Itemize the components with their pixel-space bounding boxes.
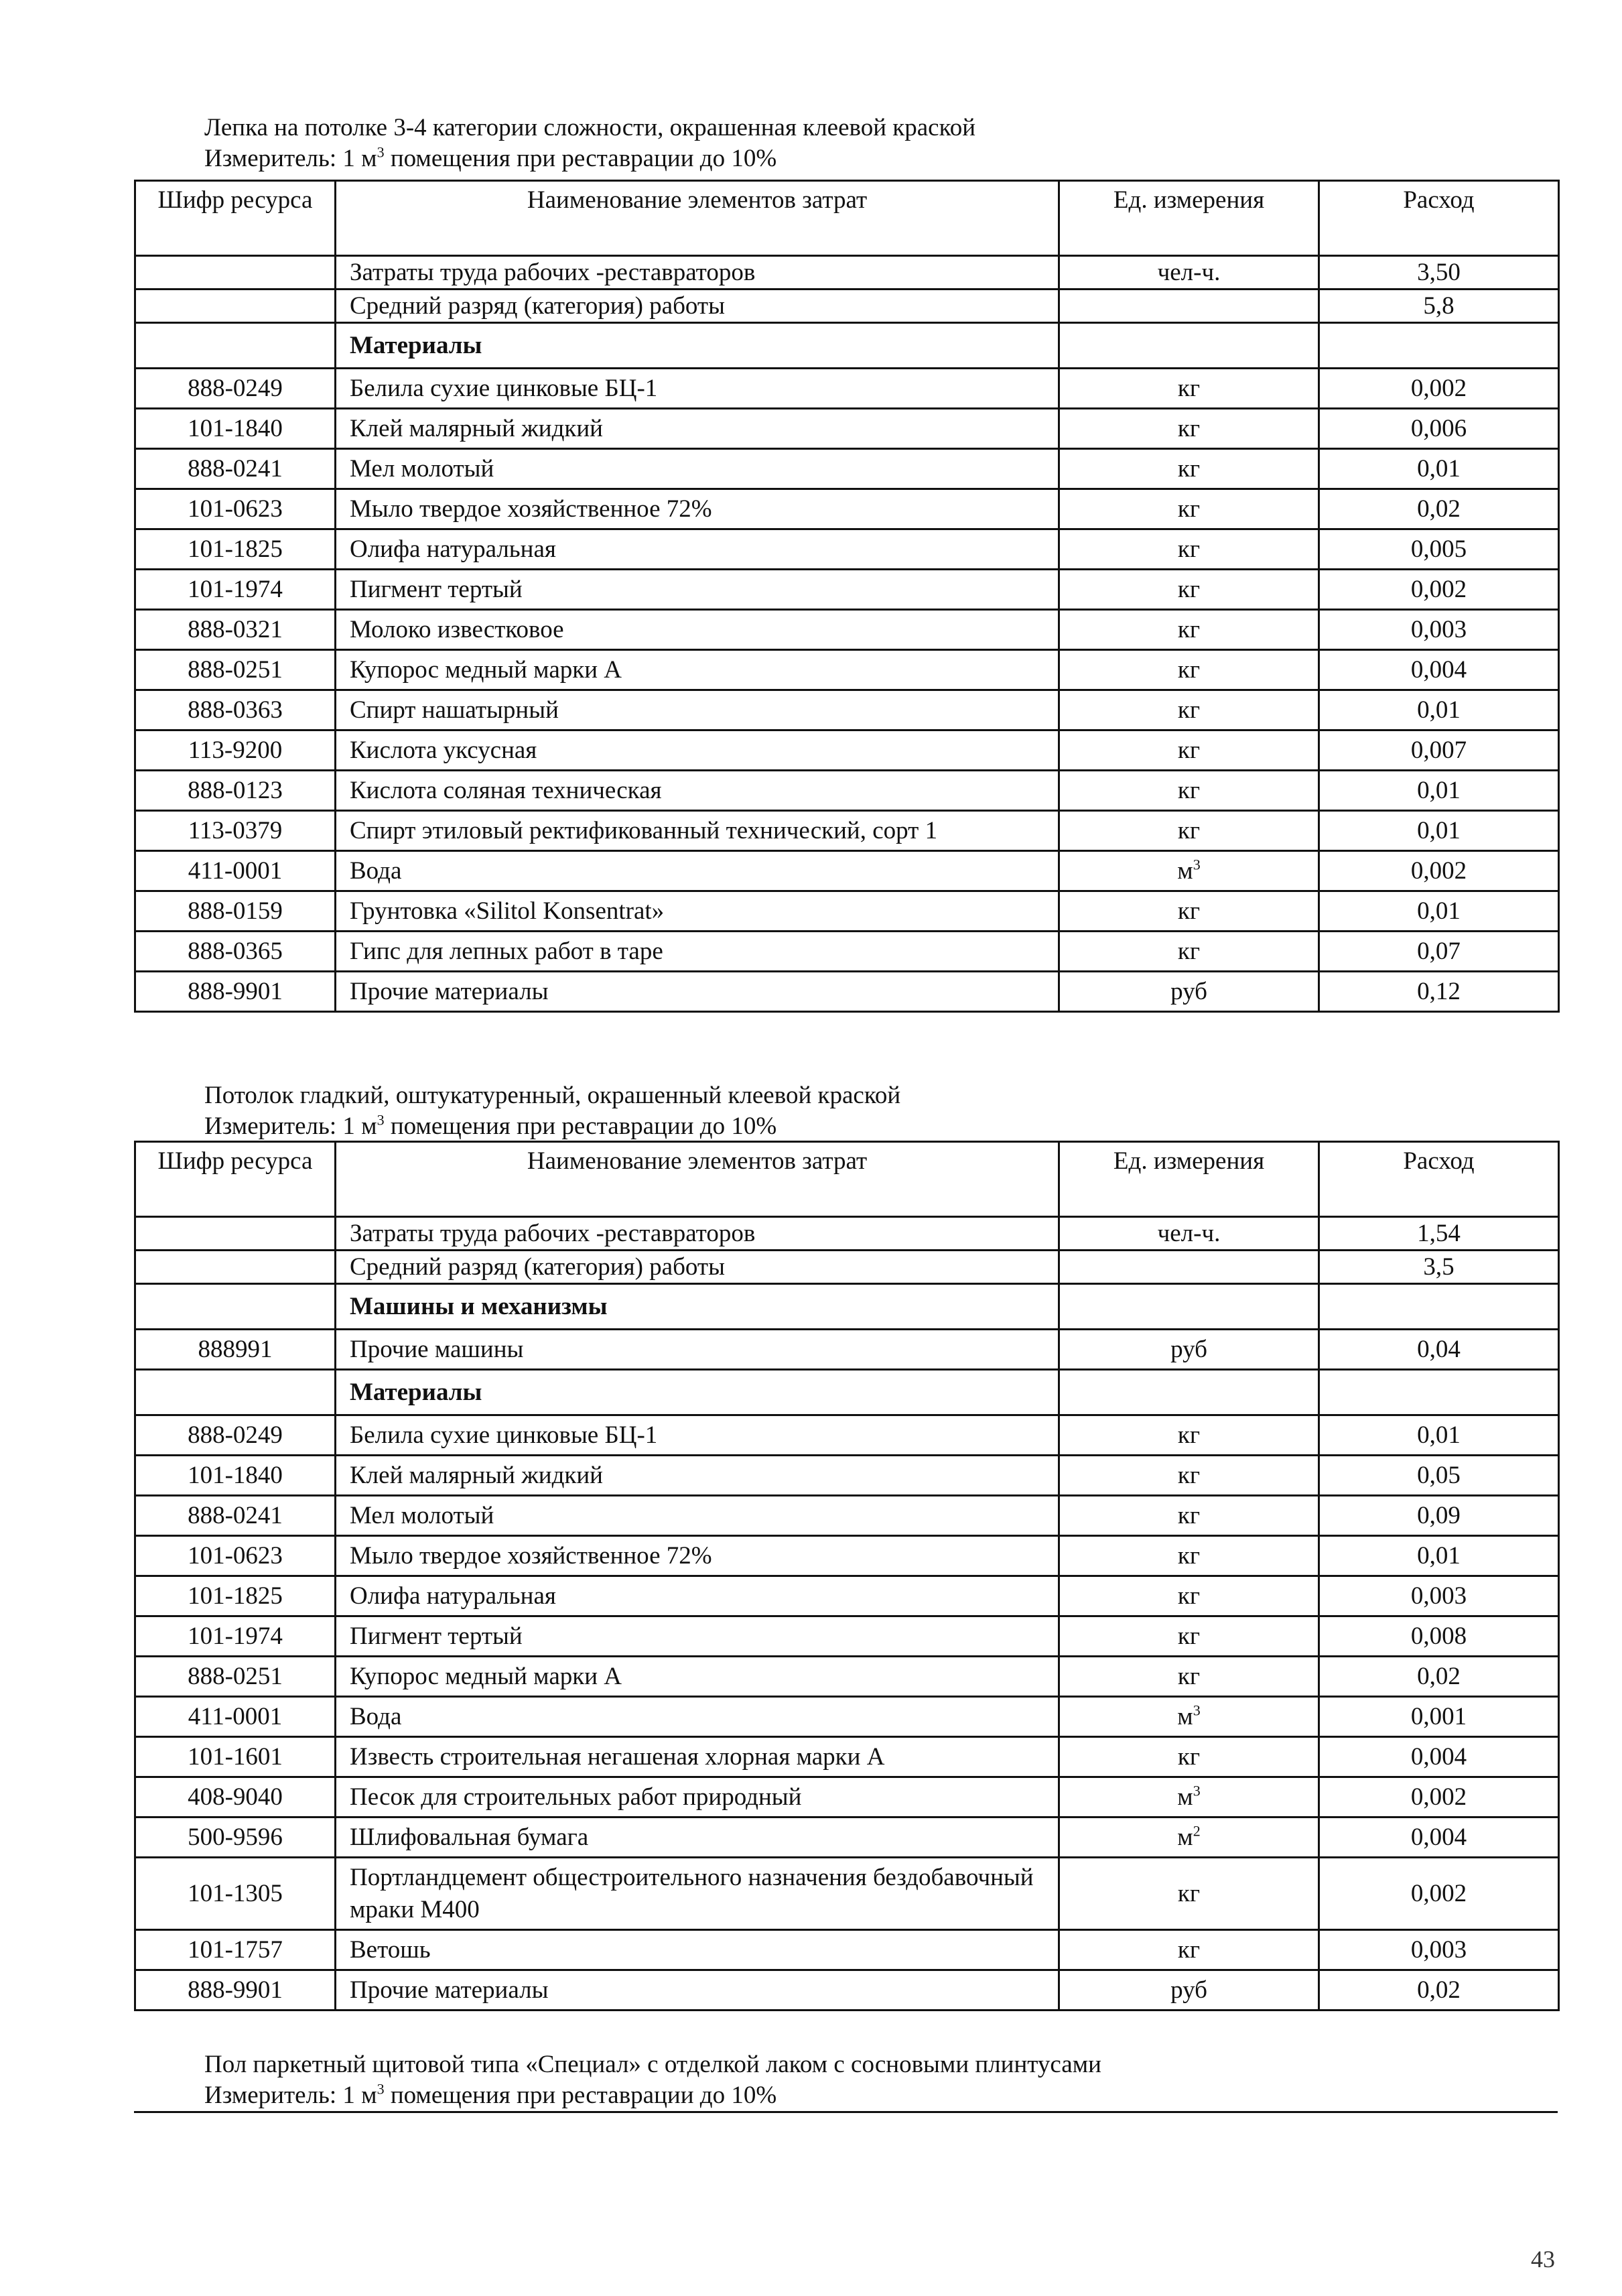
table-row: [135, 1858, 1559, 1930]
consumption-value: 0,05: [1319, 1456, 1559, 1496]
consumption-value: 3,50: [1319, 256, 1559, 290]
cost-element-name: Кислота уксусная: [336, 730, 1059, 771]
block3-caption: [204, 2049, 1101, 2111]
table-row: [135, 1737, 1559, 1777]
unit-of-measure: кг: [1059, 891, 1319, 932]
cost-element-name: Мел молотый: [336, 449, 1059, 489]
block3-title: Пол паркетный щитовой типа «Специал» с отделкой лаком с сосновыми плинтусами: [204, 2051, 1101, 2078]
unit-of-measure: $м^3$: [1059, 851, 1319, 891]
cost-element-name: Купорос медный марки А: [336, 650, 1059, 690]
header-value: Расход: [1319, 181, 1559, 256]
consumption-value: 0,12: [1319, 972, 1559, 1012]
table-row: [135, 1536, 1559, 1576]
consumption-value: 0,04: [1319, 1330, 1559, 1370]
resource-code: 101-1601: [135, 1737, 336, 1777]
table-row: [135, 1616, 1559, 1657]
unit-of-measure: кг: [1059, 529, 1319, 570]
norm-table-2: [134, 1141, 1560, 2011]
consumption-value: 0,01: [1319, 690, 1559, 730]
consumption-value: 0,003: [1319, 1930, 1559, 1970]
consumption-value: 0,006: [1319, 409, 1559, 449]
table-row: [135, 290, 1559, 323]
unit-of-measure: [1059, 1370, 1319, 1415]
cost-element-name: Прочие машины: [336, 1330, 1059, 1370]
unit-of-measure: кг: [1059, 1456, 1319, 1496]
consumption-value: [1319, 1370, 1559, 1415]
section-title: Машины и механизмы: [336, 1284, 1059, 1330]
table-body: [135, 256, 1559, 1012]
table-row: [135, 610, 1559, 650]
block2-title: Потолок гладкий, оштукатуренный, окрашенный клеевой краской: [204, 1082, 901, 1109]
cost-element-name: Затраты труда рабочих -реставраторов: [336, 1217, 1059, 1251]
table-row: [135, 256, 1559, 290]
resource-code: 101-0623: [135, 1536, 336, 1576]
consumption-value: 0,002: [1319, 1858, 1559, 1930]
cost-element-name: Молоко известковое: [336, 610, 1059, 650]
resource-code: 101-1305: [135, 1858, 336, 1930]
consumption-value: 0,003: [1319, 1576, 1559, 1616]
unit-of-measure: кг: [1059, 1930, 1319, 1970]
table-row: [135, 489, 1559, 529]
cost-element-name: Затраты труда рабочих -реставраторов: [336, 256, 1059, 290]
consumption-value: 0,007: [1319, 730, 1559, 771]
header-unit: Ед. измерения: [1059, 1142, 1319, 1217]
block2-measure: Измеритель: 1 $м^3$ помещения при реставрации до 10%: [204, 1111, 777, 1140]
table-row: [135, 449, 1559, 489]
cost-element-name: Спирт этиловый ректификованный технический, сорт 1: [336, 811, 1059, 851]
unit-of-measure: кг: [1059, 690, 1319, 730]
cost-element-name: Мыло твердое хозяйственное 72%: [336, 489, 1059, 529]
unit-of-measure: кг: [1059, 650, 1319, 690]
consumption-value: 1,54: [1319, 1217, 1559, 1251]
consumption-value: [1319, 1284, 1559, 1330]
header-value: Расход: [1319, 1142, 1559, 1217]
table-row: [135, 1217, 1559, 1251]
block3-measure: Измеритель: 1 $м^3$ помещения при реставрации до 10%: [204, 2080, 777, 2109]
cost-element-name: Песок для строительных работ природный: [336, 1777, 1059, 1817]
consumption-value: 0,01: [1319, 811, 1559, 851]
cost-element-name: Белила сухие цинковые БЦ-1: [336, 369, 1059, 409]
resource-code: 101-0623: [135, 489, 336, 529]
table-row: [135, 1777, 1559, 1817]
resource-code: 411-0001: [135, 1697, 336, 1737]
block1-measure: Измеритель: 1 $м^3$ помещения при реставрации до 10%: [204, 143, 777, 172]
section-title: Материалы: [336, 1370, 1059, 1415]
cost-element-name: Кислота соляная техническая: [336, 771, 1059, 811]
section-row: [135, 323, 1559, 369]
table-row: [135, 771, 1559, 811]
resource-code: 888-9901: [135, 972, 336, 1012]
unit-of-measure: кг: [1059, 1737, 1319, 1777]
table-row: [135, 730, 1559, 771]
table-row: [135, 409, 1559, 449]
consumption-value: 0,002: [1319, 1777, 1559, 1817]
consumption-value: 3,5: [1319, 1251, 1559, 1284]
header-code: Шифр ресурса: [135, 181, 336, 256]
table-row: [135, 529, 1559, 570]
table-row: [135, 1496, 1559, 1536]
consumption-value: 0,07: [1319, 932, 1559, 972]
table-row: [135, 1970, 1559, 2011]
table-row: [135, 851, 1559, 891]
unit-of-measure: кг: [1059, 1536, 1319, 1576]
header-unit: Ед. измерения: [1059, 181, 1319, 256]
table-row: [135, 1456, 1559, 1496]
cost-element-name: Купорос медный марки А: [336, 1657, 1059, 1697]
cost-element-name: Средний разряд (категория) работы: [336, 1251, 1059, 1284]
consumption-value: 0,003: [1319, 610, 1559, 650]
table-row: [135, 891, 1559, 932]
cost-element-name: Известь строительная негашеная хлорная марки А: [336, 1737, 1059, 1777]
cost-element-name: Портландцемент общестроительного назначения бездобавочный мраки М400: [336, 1858, 1059, 1930]
cost-element-name: Пигмент тертый: [336, 570, 1059, 610]
table-body: [135, 1217, 1559, 2011]
resource-code: [135, 256, 336, 290]
consumption-value: 0,01: [1319, 1536, 1559, 1576]
resource-code: 101-1840: [135, 409, 336, 449]
consumption-value: 0,004: [1319, 1817, 1559, 1858]
consumption-value: 0,02: [1319, 489, 1559, 529]
resource-code: 113-9200: [135, 730, 336, 771]
unit-of-measure: кг: [1059, 449, 1319, 489]
resource-code: [135, 290, 336, 323]
resource-code: 101-1825: [135, 1576, 336, 1616]
table-row: [135, 1330, 1559, 1370]
unit-of-measure: кг: [1059, 369, 1319, 409]
table-row: [135, 650, 1559, 690]
unit-of-measure: кг: [1059, 811, 1319, 851]
consumption-value: 0,004: [1319, 650, 1559, 690]
consumption-value: 0,01: [1319, 771, 1559, 811]
resource-code: 500-9596: [135, 1817, 336, 1858]
consumption-value: 0,09: [1319, 1496, 1559, 1536]
consumption-value: 0,01: [1319, 891, 1559, 932]
cost-element-name: Гипс для лепных работ в таре: [336, 932, 1059, 972]
resource-code: 888-0249: [135, 369, 336, 409]
resource-code: 888-9901: [135, 1970, 336, 2011]
table-row: [135, 1697, 1559, 1737]
unit-of-measure: чел-ч.: [1059, 1217, 1319, 1251]
cost-element-name: Ветошь: [336, 1930, 1059, 1970]
cost-element-name: Шлифовальная бумага: [336, 1817, 1059, 1858]
resource-code: 408-9040: [135, 1777, 336, 1817]
unit-of-measure: кг: [1059, 1858, 1319, 1930]
resource-code: 888-0321: [135, 610, 336, 650]
cost-element-name: Мел молотый: [336, 1496, 1059, 1536]
consumption-value: 0,02: [1319, 1970, 1559, 2011]
consumption-value: 0,01: [1319, 449, 1559, 489]
header-name: Наименование элементов затрат: [336, 181, 1059, 256]
resource-code: 888991: [135, 1330, 336, 1370]
unit-of-measure: кг: [1059, 610, 1319, 650]
table-row: [135, 811, 1559, 851]
cost-element-name: Спирт нашатырный: [336, 690, 1059, 730]
unit-of-measure: $м^3$: [1059, 1697, 1319, 1737]
resource-code: [135, 1217, 336, 1251]
resource-code: 888-0251: [135, 1657, 336, 1697]
unit-of-measure: руб: [1059, 972, 1319, 1012]
block2-caption: [204, 1080, 900, 1142]
unit-of-measure: руб: [1059, 1330, 1319, 1370]
table-row: [135, 1576, 1559, 1616]
unit-of-measure: [1059, 323, 1319, 369]
resource-code: 101-1757: [135, 1930, 336, 1970]
consumption-value: 0,008: [1319, 1616, 1559, 1657]
norm-table-1: [134, 180, 1560, 1013]
unit-of-measure: кг: [1059, 1657, 1319, 1697]
header-code: Шифр ресурса: [135, 1142, 336, 1217]
resource-code: 888-0249: [135, 1415, 336, 1456]
unit-of-measure: кг: [1059, 1616, 1319, 1657]
resource-code: [135, 1284, 336, 1330]
cost-element-name: Мыло твердое хозяйственное 72%: [336, 1536, 1059, 1576]
unit-of-measure: чел-ч.: [1059, 256, 1319, 290]
table-row: [135, 690, 1559, 730]
footer-divider: [134, 2111, 1558, 2113]
resource-code: 101-1825: [135, 529, 336, 570]
unit-of-measure: кг: [1059, 1415, 1319, 1456]
table-row: [135, 369, 1559, 409]
unit-of-measure: кг: [1059, 409, 1319, 449]
consumption-value: 0,005: [1319, 529, 1559, 570]
consumption-value: 0,01: [1319, 1415, 1559, 1456]
consumption-value: 0,002: [1319, 851, 1559, 891]
header-name: Наименование элементов затрат: [336, 1142, 1059, 1217]
resource-code: 888-0365: [135, 932, 336, 972]
cost-element-name: Прочие материалы: [336, 972, 1059, 1012]
table-row: [135, 932, 1559, 972]
cost-element-name: Клей малярный жидкий: [336, 409, 1059, 449]
unit-of-measure: кг: [1059, 1496, 1319, 1536]
resource-code: 101-1840: [135, 1456, 336, 1496]
cost-element-name: Олифа натуральная: [336, 529, 1059, 570]
resource-code: 101-1974: [135, 570, 336, 610]
resource-code: 411-0001: [135, 851, 336, 891]
consumption-value: 0,004: [1319, 1737, 1559, 1777]
unit-of-measure: кг: [1059, 1576, 1319, 1616]
resource-code: [135, 323, 336, 369]
cost-element-name: Вода: [336, 1697, 1059, 1737]
resource-code: 101-1974: [135, 1616, 336, 1657]
unit-of-measure: $м^2$: [1059, 1817, 1319, 1858]
cost-element-name: Пигмент тертый: [336, 1616, 1059, 1657]
cost-element-name: Вода: [336, 851, 1059, 891]
cost-element-name: Средний разряд (категория) работы: [336, 290, 1059, 323]
unit-of-measure: кг: [1059, 489, 1319, 529]
table-row: [135, 1415, 1559, 1456]
consumption-value: 0,001: [1319, 1697, 1559, 1737]
table-header-row: [135, 181, 1559, 256]
table-row: [135, 1930, 1559, 1970]
cost-element-name: Белила сухие цинковые БЦ-1: [336, 1415, 1059, 1456]
resource-code: 888-0123: [135, 771, 336, 811]
unit-of-measure: кг: [1059, 730, 1319, 771]
unit-of-measure: кг: [1059, 771, 1319, 811]
table-header-row: [135, 1142, 1559, 1217]
resource-code: 888-0241: [135, 449, 336, 489]
cost-element-name: Олифа натуральная: [336, 1576, 1059, 1616]
section-row: [135, 1284, 1559, 1330]
table-row: [135, 1251, 1559, 1284]
table-row: [135, 1657, 1559, 1697]
unit-of-measure: руб: [1059, 1970, 1319, 2011]
unit-of-measure: [1059, 1284, 1319, 1330]
table-row: [135, 972, 1559, 1012]
unit-of-measure: кг: [1059, 932, 1319, 972]
resource-code: [135, 1251, 336, 1284]
resource-code: 113-0379: [135, 811, 336, 851]
unit-of-measure: [1059, 290, 1319, 323]
cost-element-name: Грунтовка «Silitol Konsentrat»: [336, 891, 1059, 932]
consumption-value: 0,002: [1319, 369, 1559, 409]
resource-code: 888-0251: [135, 650, 336, 690]
block1-caption: [204, 113, 975, 174]
resource-code: 888-0159: [135, 891, 336, 932]
table-row: [135, 570, 1559, 610]
page-number: 43: [1531, 2246, 1555, 2273]
block1-title: Лепка на потолке 3-4 категории сложности, окрашенная клеевой краской: [204, 114, 975, 141]
cost-element-name: Клей малярный жидкий: [336, 1456, 1059, 1496]
consumption-value: [1319, 323, 1559, 369]
cost-element-name: Прочие материалы: [336, 1970, 1059, 2011]
consumption-value: 0,002: [1319, 570, 1559, 610]
resource-code: [135, 1370, 336, 1415]
consumption-value: 0,02: [1319, 1657, 1559, 1697]
consumption-value: 5,8: [1319, 290, 1559, 323]
unit-of-measure: $м^3$: [1059, 1777, 1319, 1817]
unit-of-measure: кг: [1059, 570, 1319, 610]
section-title: Материалы: [336, 323, 1059, 369]
unit-of-measure: [1059, 1251, 1319, 1284]
table-row: [135, 1817, 1559, 1858]
resource-code: 888-0363: [135, 690, 336, 730]
resource-code: 888-0241: [135, 1496, 336, 1536]
section-row: [135, 1370, 1559, 1415]
